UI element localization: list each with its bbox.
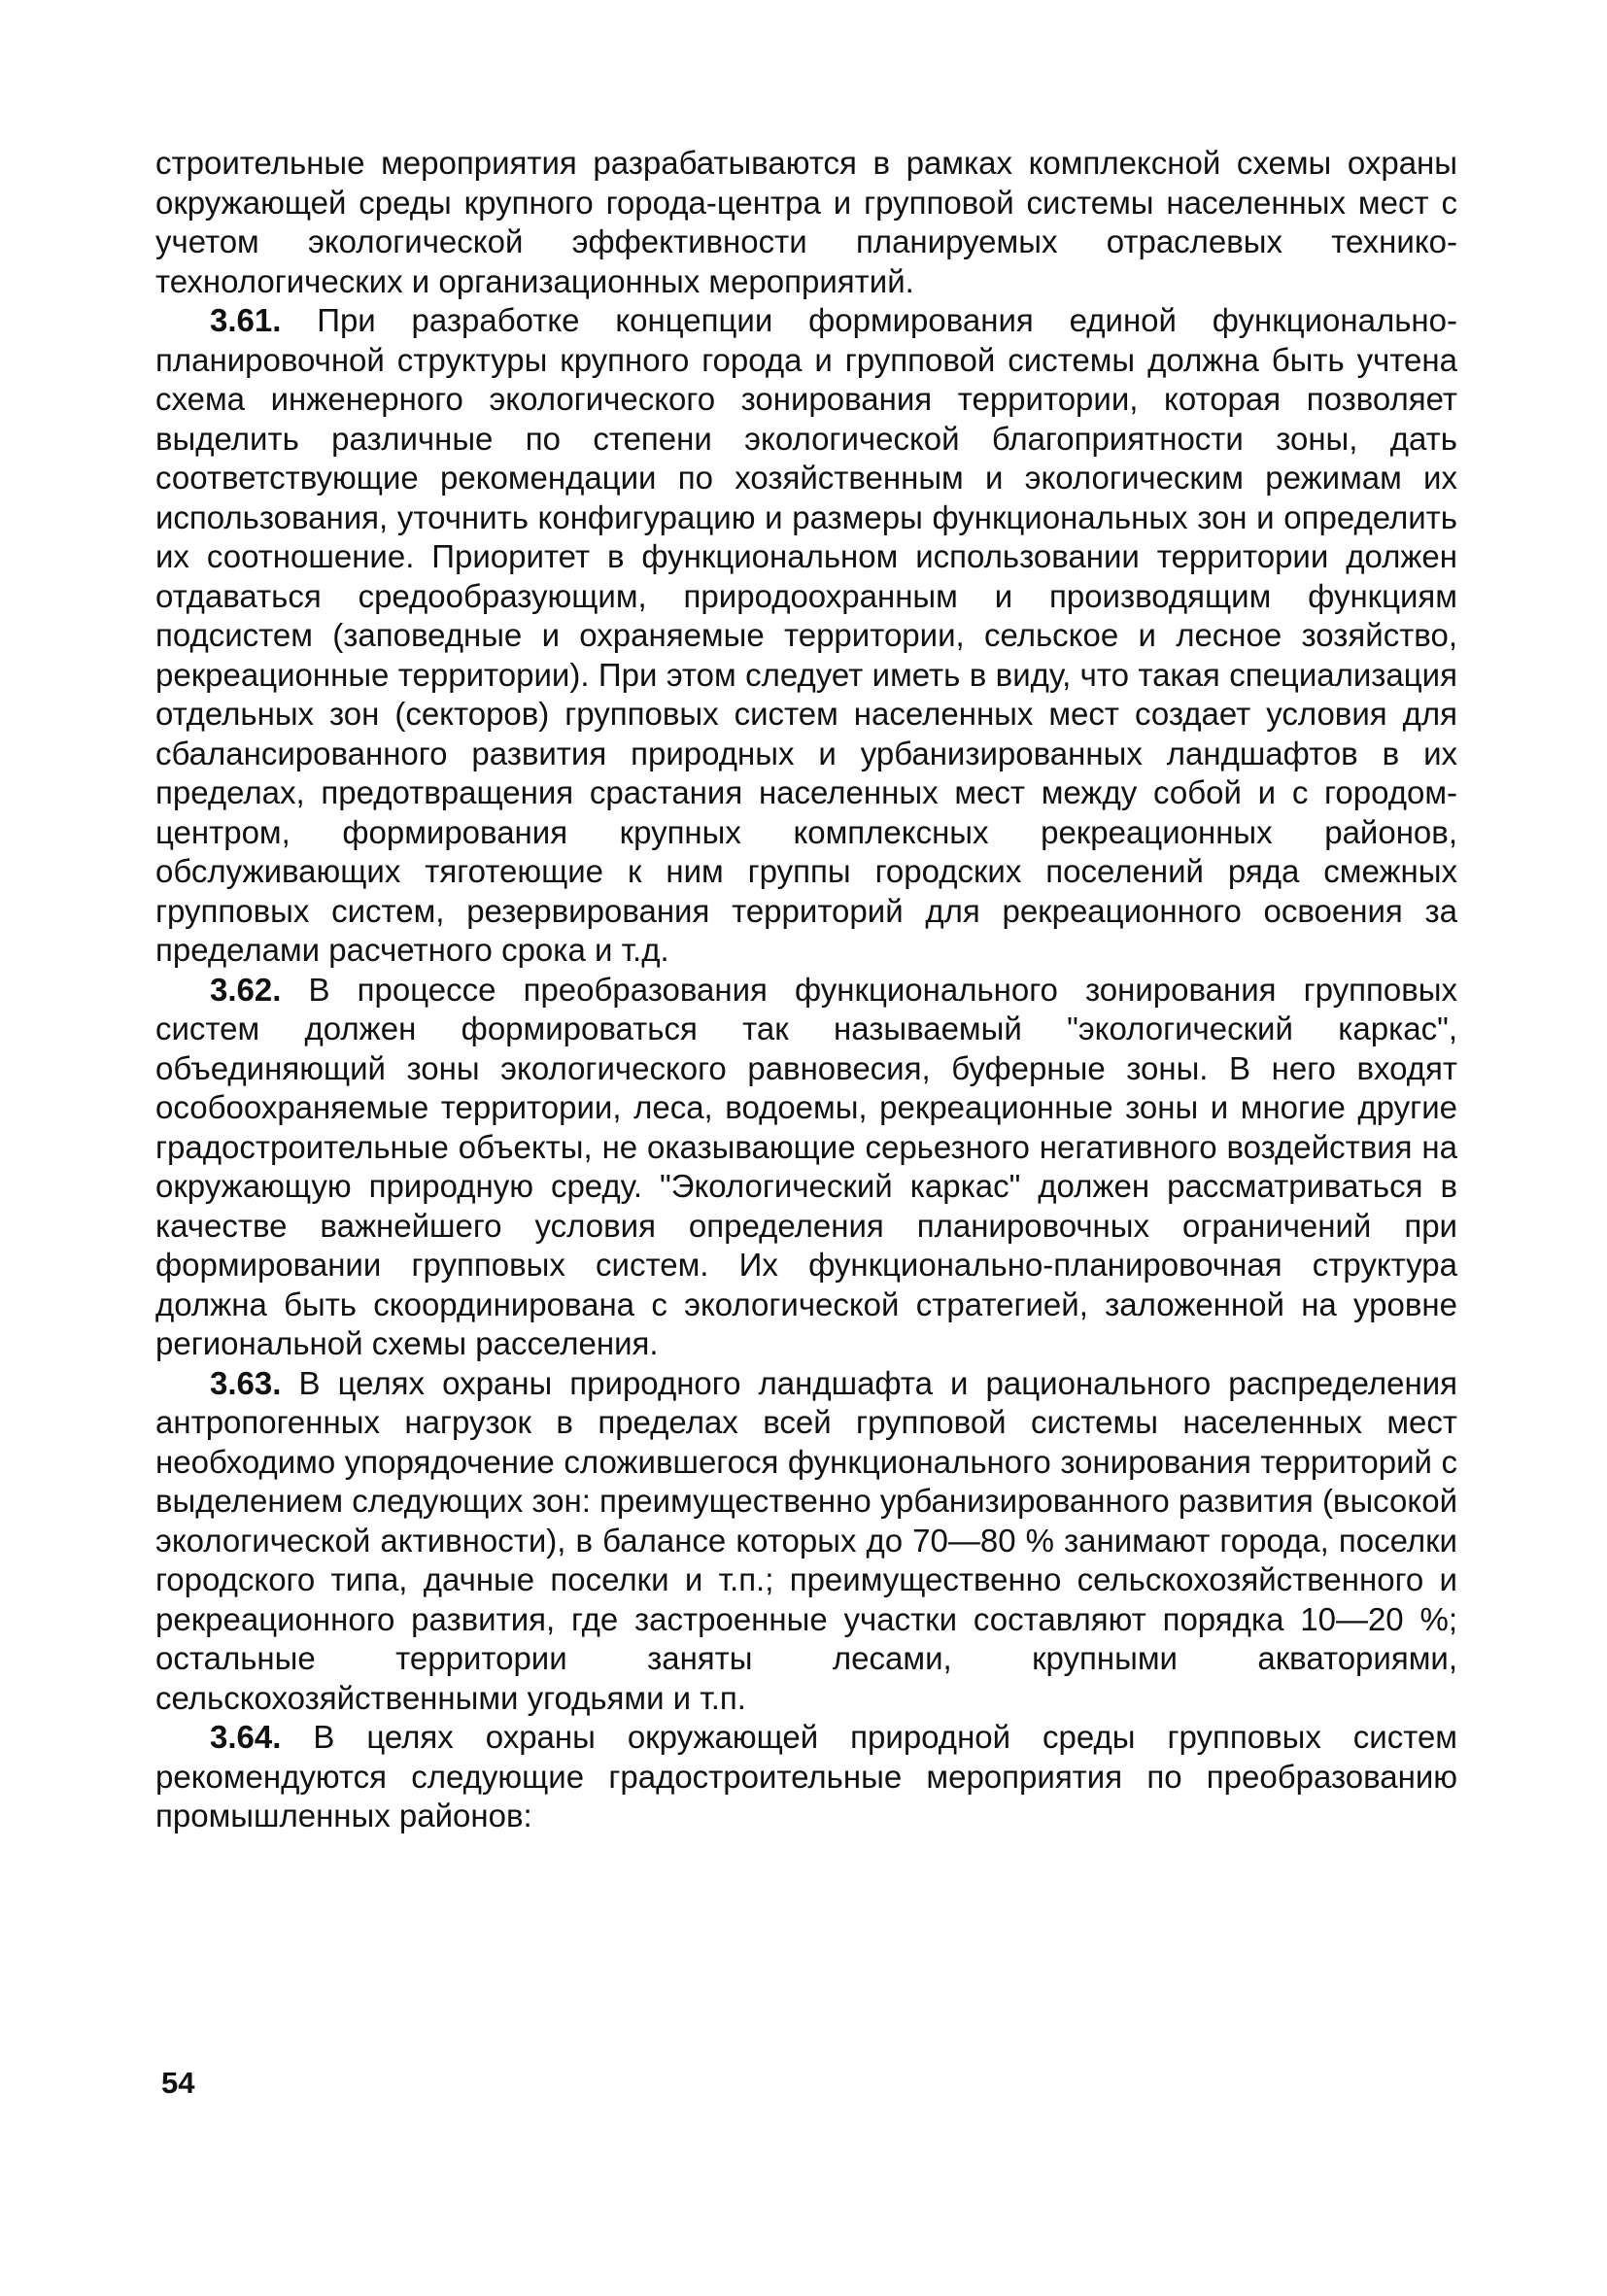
paragraph-text: При разработке концепции формирования единой функционально-планировочной структуры крупного города и групповой системы должна быть учтена схема инженерного экологического зонирования территории, которая позволяет выделить различные по степени экологической благоприятности зоны, дать соответствующие рекомендации по хозяйственным и экологическим режимам их использования, уточнить конфигурацию и размеры функциональных зон и определить их соотношение. Приоритет в функциональном использовании территории должен отдаваться средообразующим, природоохранным и производящим функциям подсистем (заповедные и охраняемые территории, сельское и лесное зозяйство, рекреационные территории). При этом следует иметь в виду, что такая специализация отдельных зон (секторов) групповых систем населенных мест создает условия для сбалансированного развития природных и урбанизированных ландшафтов в их пределах, предотвращения срастания населенных мест между собой и с городом-центром, формирования крупных комплексных рекреационных районов, обслуживающих тяготеющие к ним группы городских поселений ряда смежных групповых систем, резервирования территорий для рекреационного освоения за пределами расчетного срока и т.д. [155, 302, 1457, 968]
paragraph-text: В целях охраны окружающей природной среды групповых систем рекомендуются следующие градостроительные мероприятия по преобразованию промышленных районов: [155, 1719, 1457, 1833]
paragraph-3-63 [155, 1364, 1457, 1719]
paragraph-text: В процессе преобразования функционального зонирования групповых систем должен формироваться так называемый "экологический каркас", объединяющий зоны экологического равновесия, буферные зоны. В него входят особоохраняемые территории, леса, водоемы, рекреационные зоны и многие другие градостроительные объекты, не оказывающие серьезного негативного воздействия на окружающую природную среду. "Экологический каркас" должен рассматриваться в качестве важнейшего условия определения планировочных ограничений при формировании групповых систем. Их функционально-планировочная структура должна быть скоординирована с экологической стратегией, заложенной на уровне региональной схемы расселения. [155, 971, 1458, 1361]
paragraph-number: 3.62. [210, 971, 282, 1008]
opening-paragraph: строительные мероприятия разрабатываются в рамках комплексной схемы охраны окружающей среды крупного города-центра и групповой системы населенных мест с учетом экологической эффективности планируемых отраслевых технико-технологических и организационных мероприятий. [155, 145, 1457, 299]
paragraph-3-62 [155, 971, 1457, 1364]
paragraph-3-61 [155, 301, 1457, 971]
paragraph-number: 3.61. [210, 302, 282, 338]
paragraph-number: 3.64. [210, 1719, 282, 1755]
paragraph-3-64 [155, 1718, 1457, 1836]
page-number: 54 [161, 2066, 195, 2100]
document-page [155, 144, 1457, 1836]
paragraph-number: 3.63. [210, 1364, 282, 1401]
paragraph-text: В целях охраны природного ландшафта и рационального распределения антропогенных нагрузок в пределах всей групповой системы населенных мест необходимо упорядочение сложившегося функционального зонирования территорий с выделением следующих зон: преимущественно урбанизированного развития (высокой экологической активности), в балансе которых до 70—80 % занимают города, поселки городского типа, дачные поселки и т.п.; преимущественно сельскохозяйственного и рекреационного развития, где застроенные участки составляют порядка 10—20 %; остальные территории заняты лесами, крупными акваториями, сельскохозяйственными угодьями и т.п. [155, 1364, 1458, 1716]
